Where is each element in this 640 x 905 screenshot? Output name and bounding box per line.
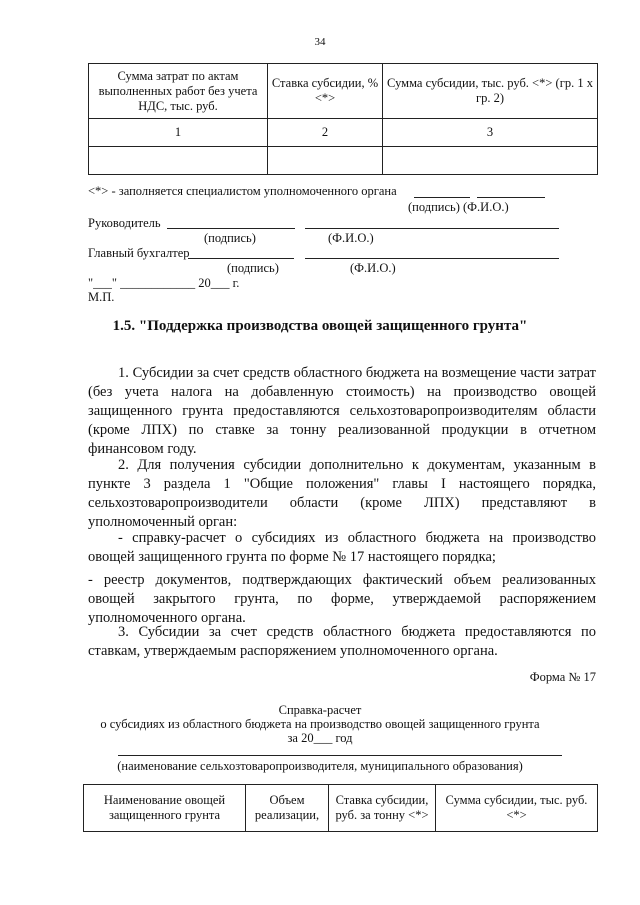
producer-name-caption: (наименование сельхозтоваропроизводителя, муниципального образования): [117, 759, 523, 773]
form-table-header-rate: Ставка субсидии, руб. за тонну <*>: [329, 785, 436, 832]
form-table-header-volume: Объем реализации,: [246, 785, 329, 832]
section-title: 1.5. "Поддержка производства овощей защищенного грунта": [112, 318, 528, 334]
accountant-sign-caption: (подпись): [227, 261, 279, 275]
table-col-number: 2: [268, 119, 383, 147]
table-empty-cell: [89, 147, 268, 175]
paragraph-3: - справку-расчет о субсидиях из областного бюджета на производство овощей защищенного грунта по форме № 17 настоящего порядка;: [88, 530, 596, 565]
paragraph-5: 3. Субсидии за счет средств областного бюджета предоставляются по ставкам, утверждаемым распоряжением уполномоченного органа.: [88, 624, 596, 659]
table-header-costs: Сумма затрат по актам выполненных работ без учета НДС, тыс. руб.: [89, 64, 268, 119]
footnote-note: <*> - заполняется специалистом уполномоченного органа: [88, 184, 397, 198]
stamp-label: М.П.: [88, 290, 115, 304]
paragraph-2: 2. Для получения субсидии дополнительно к документам, указанным в пункте 3 раздела 1 "Общие положения" главы I настоящего порядка, сельхозтоваропроизводители области (кроме ЛПХ) представляют в уполномоченный орган:: [88, 457, 596, 530]
accountant-fio-line: [305, 258, 559, 259]
form-period: за 20___ год: [287, 731, 353, 745]
accountant-label: Главный бухгалтер: [88, 246, 190, 260]
form-table-header-vegetables: Наименование овощей защищенного грунта: [84, 785, 246, 832]
head-sign-caption: (подпись): [204, 231, 256, 245]
head-fio-line: [305, 228, 559, 229]
table-header-subsidy: Сумма субсидии, тыс. руб. <*> (гр. 1 х гр. 2): [383, 64, 598, 119]
page-number: 34: [314, 36, 326, 48]
producer-name-line: [118, 755, 562, 756]
head-fio-caption: (Ф.И.О.): [328, 231, 374, 245]
form-17-table: [83, 784, 598, 832]
subsidy-amount-table: [88, 63, 598, 175]
footnote-caption: (подпись) (Ф.И.О.): [408, 200, 509, 214]
accountant-signature-line: [188, 258, 294, 259]
head-signature-line: [167, 228, 295, 229]
date-line: "___" ____________ 20___ г.: [88, 276, 240, 290]
accountant-fio-caption: (Ф.И.О.): [350, 261, 396, 275]
paragraph-1: 1. Субсидии за счет средств областного бюджета на возмещение части затрат (без учета налога на добавленную стоимость) на производство овощей защищенного грунта предоставляются сельхозтоваропроизводителям области (кроме ЛПХ) по ставке за тонну реализованной продукции в отчетном финансовом году.: [88, 365, 596, 457]
table-col-number: 1: [89, 119, 268, 147]
head-label: Руководитель: [88, 216, 161, 230]
form-subtitle: о субсидиях из областного бюджета на производство овощей защищенного грунта: [100, 717, 540, 731]
paragraph-4: - реестр документов, подтверждающих фактический объем реализованных овощей закрытого грунта, по форме, утверждаемой распоряжением уполномоченного органа.: [88, 572, 596, 626]
table-header-rate: Ставка субсидии, % <*>: [268, 64, 383, 119]
form-number-label: Форма № 17: [529, 670, 596, 684]
table-empty-cell: [383, 147, 598, 175]
table-empty-cell: [268, 147, 383, 175]
form-title: Справка-расчет: [278, 703, 362, 717]
table-col-number: 3: [383, 119, 598, 147]
fio-line: [477, 197, 545, 198]
signature-line: [414, 197, 470, 198]
form-table-header-subsidy: Сумма субсидии, тыс. руб. <*>: [436, 785, 598, 832]
